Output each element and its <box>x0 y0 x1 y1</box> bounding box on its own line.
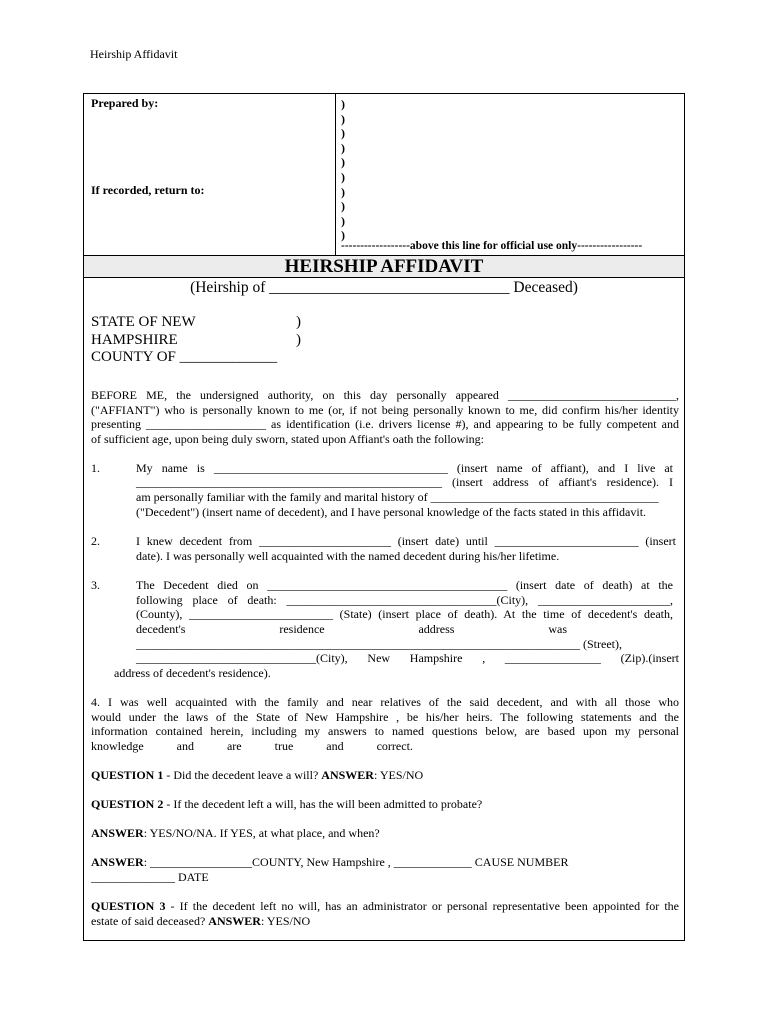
question-3-answer-label: ANSWER <box>208 914 261 928</box>
question-1-answer-label: ANSWER <box>321 768 374 782</box>
intro-line-3: presenting ____________________ as identification (i.e. drivers license #), and appearing to be fully competent and <box>91 417 679 431</box>
item-3-line-7: address of decedent's residence). <box>114 666 271 680</box>
question-3-text-2: estate of said deceased? <box>91 914 209 928</box>
item-1-line-2: ___________________________________________________ (insert address of affiant's residence). I <box>136 475 673 489</box>
intro-line-4: of sufficient age, upon being duly sworn, stated upon Affiant's oath the following: <box>91 432 484 446</box>
answer-2b <box>91 855 679 870</box>
document-frame <box>83 93 685 941</box>
document-subtitle: (Heirship of _______________________________ Deceased) <box>190 279 578 296</box>
item-3-line-4: decedent's residence address was <box>136 622 567 636</box>
question-1-answer: : YES/NO <box>373 768 424 782</box>
question-3-text: - If the decedent left no will, has an administrator or personal representative been appointed for the <box>165 899 679 913</box>
answer-2b-label: ANSWER <box>91 855 144 869</box>
item-2-number: 2. <box>91 534 100 548</box>
page-header: Heirship Affidavit <box>90 47 178 61</box>
intro-line-1: BEFORE ME, the undersigned authority, on this day personally appeared ____________________________, <box>91 388 679 402</box>
question-1-text: - Did the decedent leave a will? <box>163 768 322 782</box>
item-4-line-1: 4. I was well acquainted with the family and near relatives of the said decedent, and with all those who <box>91 695 679 709</box>
question-3-line-2 <box>91 914 679 929</box>
answer-2 <box>91 826 679 841</box>
question-3-label: QUESTION 3 <box>91 899 166 913</box>
answer-2b-text: : _________________COUNTY, New Hampshire , _____________ CAUSE NUMBER <box>143 855 569 869</box>
item-2-line-2: date). I was personally well acquainted with the named decedent during his/her lifetime. <box>136 549 560 563</box>
item-3-line-6: ______________________________(City), New Hampshire , ________________ (Zip).(insert <box>136 651 679 665</box>
intro-line-2: ("AFFIANT") who is personally known to me (or, if not being personally known to me, did confirm his/her identity <box>91 403 679 417</box>
official-use-line: ------------------above this line for official use only----------------- <box>341 240 643 252</box>
question-2 <box>91 797 679 812</box>
item-3-line-5: __________________________________________________________________________ (Street), <box>136 637 622 651</box>
document-title: HEIRSHIP AFFIDAVIT <box>284 256 484 277</box>
question-3-line-1 <box>91 899 679 914</box>
answer-2-label: ANSWER <box>91 826 144 840</box>
item-1-line-4: ("Decedent") (insert name of decedent), and I have personal knowledge of the facts stated in this affidavit. <box>136 505 647 519</box>
item-4-line-2: would under the laws of the State of New Hampshire , be his/her heirs. The following statements and the <box>91 710 679 724</box>
item-1-line-3: am personally familiar with the family and marital history of ______________________________________ <box>136 490 659 504</box>
item-4-line-3: information contained herein, including my answers to named questions below, are based upon my personal <box>91 724 679 738</box>
answer-2-text: : YES/NO/NA. If YES, at what place, and when? <box>143 826 380 840</box>
prepared-by-label: Prepared by: <box>91 96 159 110</box>
recording-divider <box>335 94 336 255</box>
venue-block: STATE OF NEW HAMPSHIRE COUNTY OF _____________ <box>91 314 278 365</box>
question-2-text: - If the decedent left a will, has the will been admitted to probate? <box>163 797 483 811</box>
question-1 <box>91 768 679 783</box>
item-3-line-2: following place of death: ___________________________________(City), ______________________, <box>136 593 673 607</box>
question-1-label: QUESTION 1 <box>91 768 164 782</box>
answer-2b-date: ______________ DATE <box>91 870 209 884</box>
item-1-line-1: My name is _______________________________________ (insert name of affiant), and I live at <box>136 461 673 475</box>
item-3-line-3: (County), ________________________ (State) (insert place of death). At the time of decedent's death, <box>136 607 673 621</box>
venue-parens: ) ) <box>296 314 301 348</box>
question-2-label: QUESTION 2 <box>91 797 164 811</box>
item-2-line-1: I knew decedent from ______________________ (insert date) until ________________________ (insert <box>136 534 676 548</box>
item-3-line-1: The Decedent died on ________________________________________ (insert date of death) at the <box>136 578 673 592</box>
recording-parens: ) ) ) ) ) ) ) ) ) ) <box>341 97 345 243</box>
item-3-number: 3. <box>91 578 100 592</box>
divider-bottom <box>84 277 684 278</box>
item-1-number: 1. <box>91 461 100 475</box>
item-4-line-4: knowledge and are true and correct. <box>91 739 413 753</box>
return-to-label: If recorded, return to: <box>91 183 205 197</box>
question-3-answer: : YES/NO <box>260 914 311 928</box>
